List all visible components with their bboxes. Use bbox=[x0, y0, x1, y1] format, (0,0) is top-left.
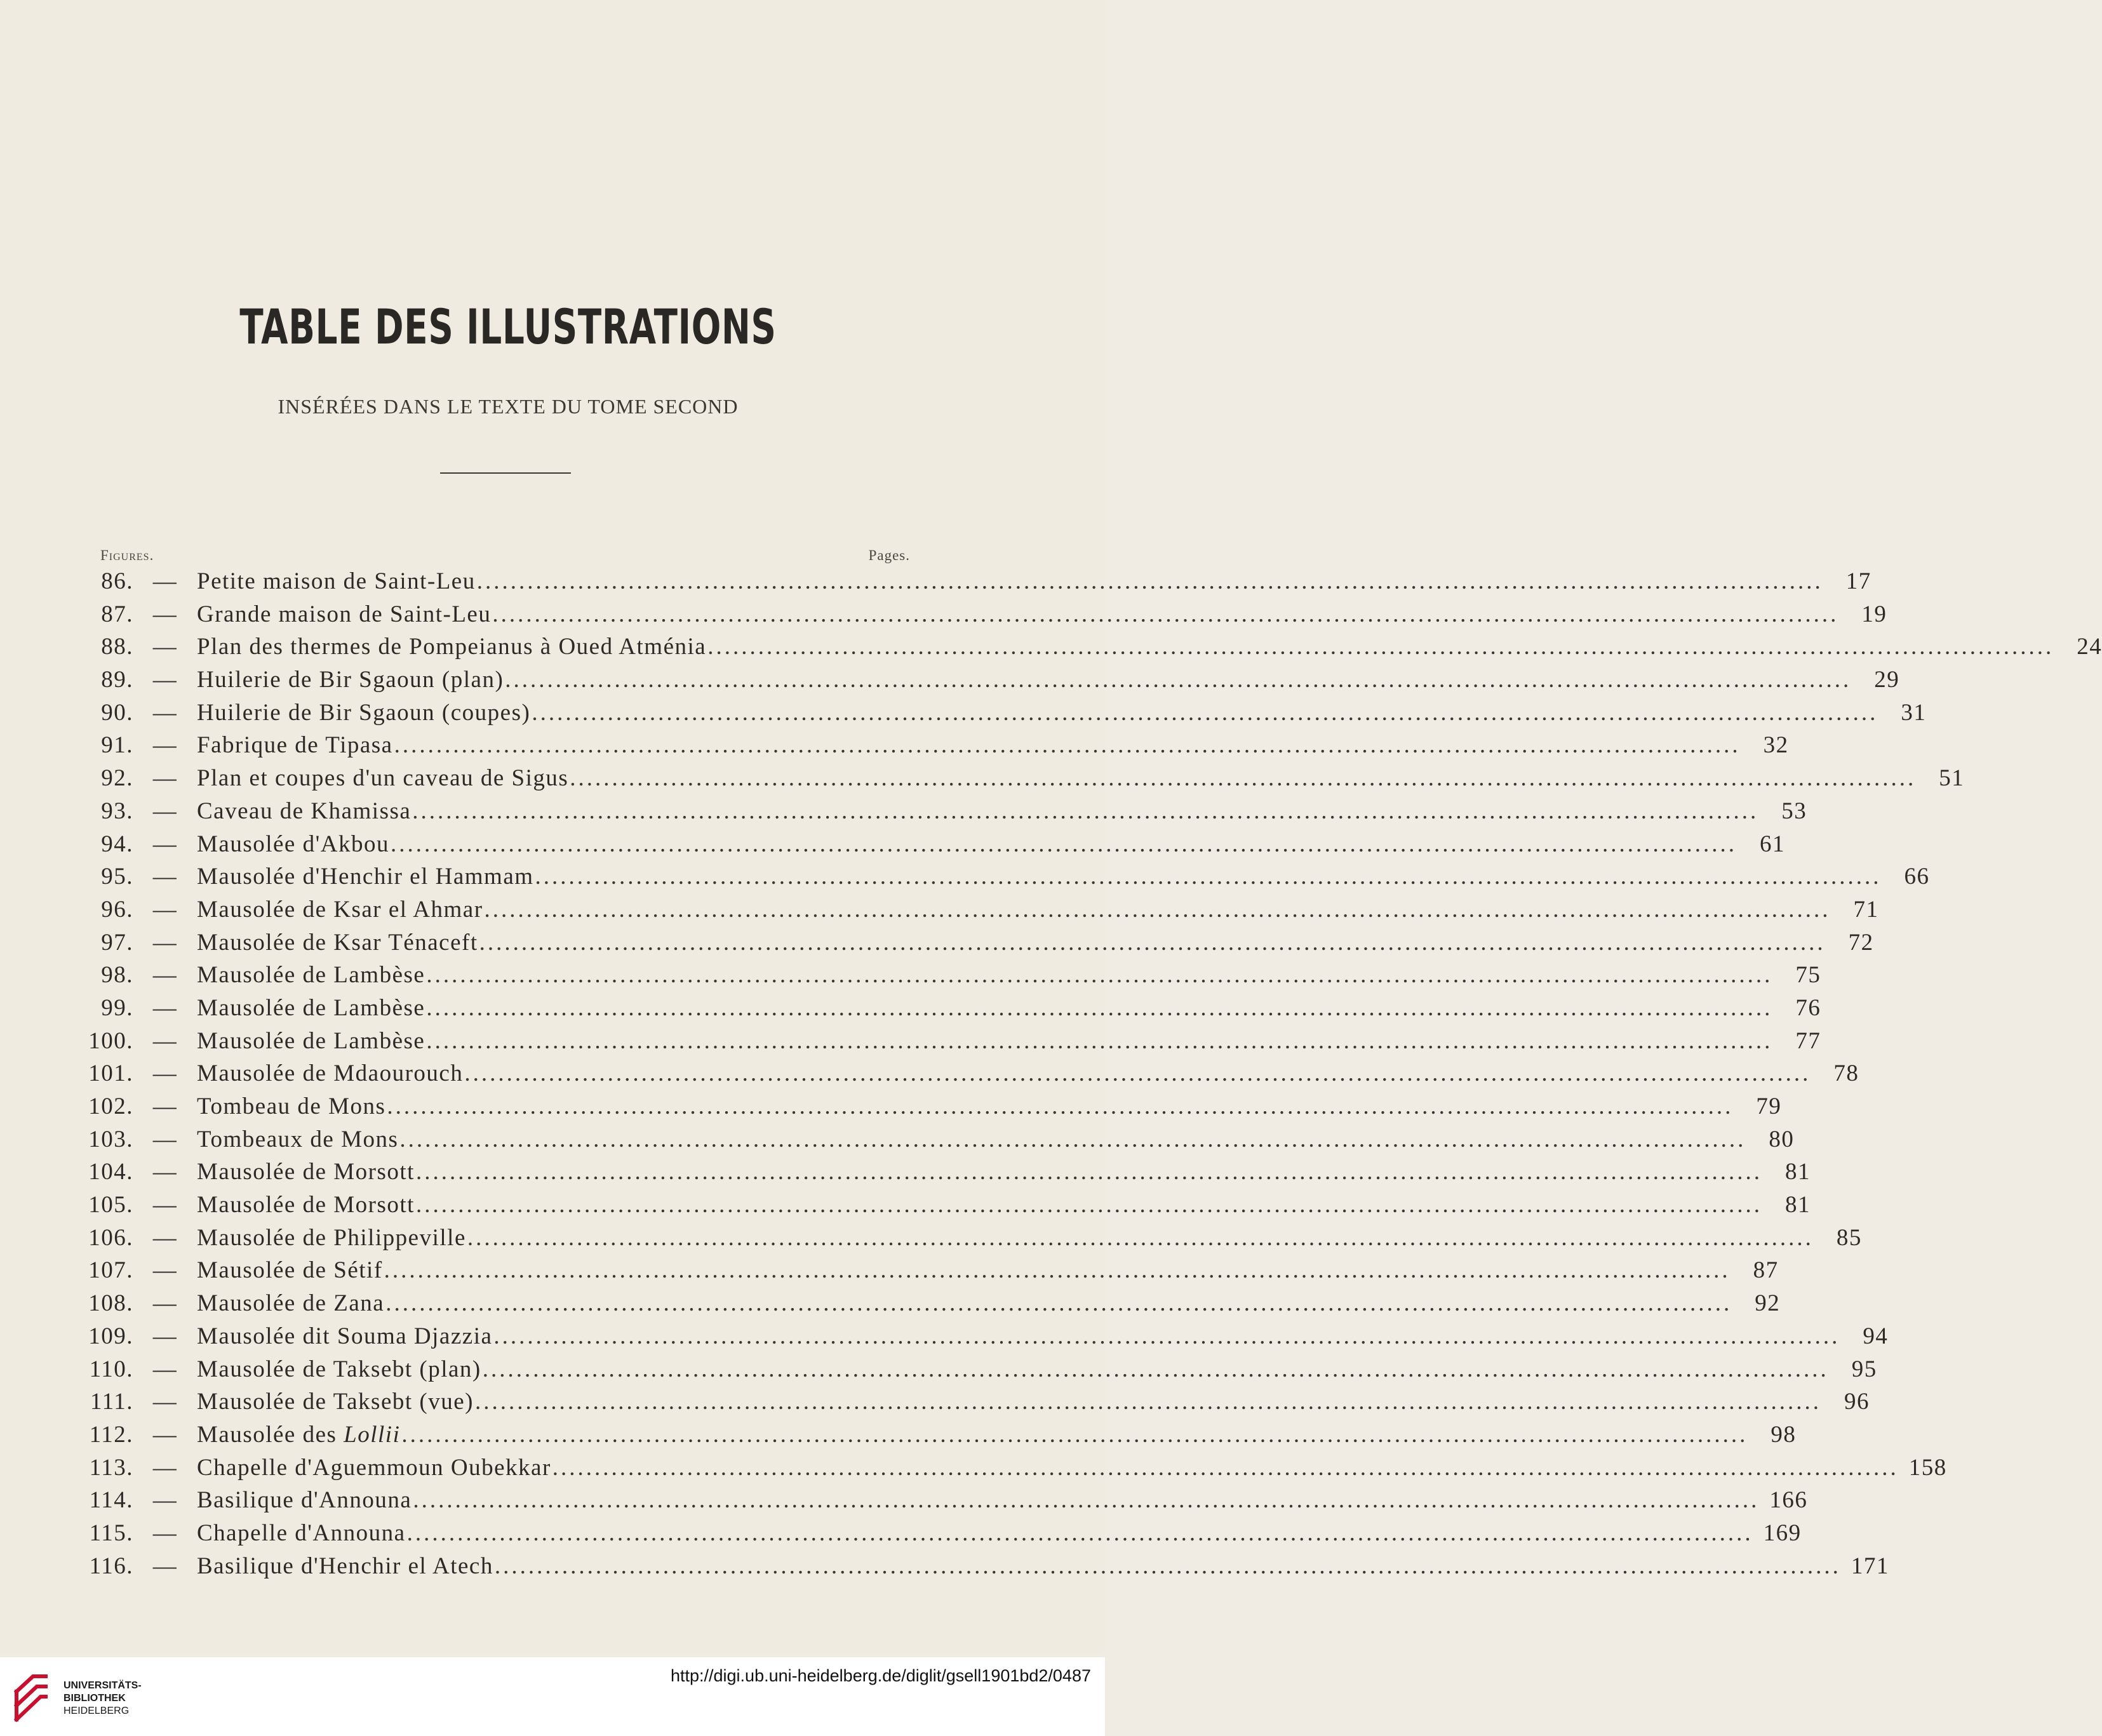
dot-leader: ................................................................................................................................................................ bbox=[415, 1192, 1762, 1219]
figure-title bbox=[197, 1224, 466, 1252]
list-item bbox=[83, 1257, 1779, 1290]
figure-title-italic: Lollii bbox=[344, 1421, 401, 1448]
dot-leader: ................................................................................................................................................................ bbox=[426, 962, 1773, 989]
figure-title-text: Petite maison de Saint-Leu bbox=[197, 568, 476, 594]
list-item bbox=[83, 1224, 1862, 1257]
figure-title bbox=[197, 765, 568, 792]
figure-title bbox=[197, 1486, 412, 1514]
figure-title-text: Mausolée d'Henchir el Hammam bbox=[197, 864, 534, 890]
em-dash: — bbox=[152, 1126, 178, 1152]
figure-title bbox=[197, 961, 425, 989]
list-item bbox=[83, 1519, 1802, 1552]
figure-title bbox=[197, 1060, 463, 1087]
library-name bbox=[64, 1679, 142, 1718]
figure-title-text: Mausolée de Lambèse bbox=[197, 994, 425, 1021]
list-item bbox=[83, 1486, 1808, 1519]
figure-title-text: Mausolée de Mdaourouch bbox=[197, 1060, 464, 1087]
list-item bbox=[83, 568, 1871, 601]
em-dash: — bbox=[152, 1159, 178, 1185]
page-number: 98 bbox=[1771, 1421, 1797, 1448]
library-line-2: BIBLIOTHEK bbox=[64, 1693, 126, 1704]
em-dash: — bbox=[152, 994, 178, 1021]
page-number: 76 bbox=[1795, 994, 1821, 1021]
em-dash: — bbox=[152, 568, 178, 594]
figure-title-text: Mausolée de Ksar el Ahmar bbox=[197, 896, 483, 923]
figure-title bbox=[197, 831, 389, 858]
figure-title bbox=[197, 633, 706, 660]
em-dash: — bbox=[152, 896, 178, 923]
em-dash: — bbox=[152, 1060, 178, 1087]
dot-leader: ................................................................................................................................................................ bbox=[426, 1027, 1773, 1054]
list-item bbox=[83, 863, 1930, 896]
dot-leader: ................................................................................................................................................................ bbox=[505, 667, 1852, 693]
dot-leader: ................................................................................................................................................................ bbox=[406, 1519, 1753, 1546]
figure-title bbox=[197, 896, 483, 923]
dot-leader: ................................................................................................................................................................ bbox=[535, 864, 1882, 890]
figure-title-text: Mausolée de Sétif bbox=[197, 1257, 383, 1284]
figure-number: 102. bbox=[88, 1093, 133, 1119]
figure-number: 86. bbox=[101, 568, 133, 594]
dot-leader: ................................................................................................................................................................ bbox=[390, 831, 1737, 857]
em-dash: — bbox=[152, 1356, 178, 1382]
figure-number: 91. bbox=[101, 732, 133, 759]
figure-title-text: Mausolée de Taksebt (vue) bbox=[197, 1389, 474, 1415]
em-dash: — bbox=[152, 1027, 178, 1054]
figure-title bbox=[197, 699, 530, 726]
dot-leader: ................................................................................................................................................................ bbox=[707, 634, 2054, 660]
figure-number: 95. bbox=[101, 864, 133, 890]
dot-leader: ................................................................................................................................................................ bbox=[494, 1552, 1841, 1579]
dot-leader: ................................................................................................................................................................ bbox=[493, 1323, 1840, 1349]
dot-leader: ................................................................................................................................................................ bbox=[401, 1421, 1748, 1448]
dot-leader: ................................................................................................................................................................ bbox=[394, 732, 1741, 759]
list-item bbox=[83, 633, 2102, 666]
page-number: 95 bbox=[1851, 1356, 1877, 1382]
em-dash: — bbox=[152, 1323, 178, 1349]
list-item bbox=[83, 798, 1807, 831]
figure-title bbox=[197, 863, 534, 890]
dot-leader: ................................................................................................................................................................ bbox=[474, 1389, 1821, 1415]
figure-title-text: Mausolée de Lambèse bbox=[197, 962, 425, 989]
dot-leader: ................................................................................................................................................................ bbox=[464, 1060, 1811, 1087]
page-number: 29 bbox=[1874, 667, 1900, 693]
em-dash: — bbox=[152, 1257, 178, 1284]
em-dash: — bbox=[152, 864, 178, 890]
figure-title-text: Tombeaux de Mons bbox=[197, 1126, 399, 1152]
list-item bbox=[83, 1158, 1811, 1191]
figure-number: 100. bbox=[88, 1027, 133, 1054]
figure-number: 109. bbox=[88, 1323, 133, 1349]
figure-title-text: Mausolée des bbox=[197, 1421, 344, 1448]
figure-title bbox=[197, 1552, 493, 1580]
figure-title-text: Mausolée d'Akbou bbox=[197, 831, 389, 857]
dot-leader: ................................................................................................................................................................ bbox=[570, 765, 1917, 792]
em-dash: — bbox=[152, 1290, 178, 1317]
figure-title bbox=[197, 1356, 481, 1383]
list-item bbox=[83, 1454, 1947, 1487]
em-dash: — bbox=[152, 1552, 178, 1579]
page-number: 166 bbox=[1769, 1487, 1808, 1514]
dot-leader: ................................................................................................................................................................ bbox=[415, 1159, 1762, 1185]
em-dash: — bbox=[152, 1389, 178, 1415]
list-item bbox=[83, 1290, 1781, 1323]
figure-title-text: Grande maison de Saint-Leu bbox=[197, 601, 492, 627]
dot-leader: ................................................................................................................................................................ bbox=[399, 1126, 1746, 1152]
figure-title bbox=[197, 1257, 383, 1284]
page-subtitle: INSÉRÉES DANS LE TEXTE DU TOME SECOND bbox=[278, 395, 739, 418]
figure-title bbox=[197, 1027, 425, 1055]
figure-title-text: Chapelle d'Announa bbox=[197, 1519, 406, 1546]
em-dash: — bbox=[152, 667, 178, 693]
figure-title bbox=[197, 1421, 400, 1448]
figure-title bbox=[197, 601, 491, 628]
column-header-pages: Pages. bbox=[868, 547, 910, 563]
list-item bbox=[83, 1356, 1877, 1389]
list-item bbox=[83, 929, 1874, 962]
list-item bbox=[83, 1552, 1889, 1586]
page-number: 51 bbox=[1939, 765, 1965, 792]
dot-leader: ................................................................................................................................................................ bbox=[552, 1454, 1899, 1481]
em-dash: — bbox=[152, 1454, 178, 1481]
figure-number: 101. bbox=[88, 1060, 133, 1087]
dot-leader: ................................................................................................................................................................ bbox=[426, 994, 1773, 1021]
figure-title-text: Fabrique de Tipasa bbox=[197, 732, 393, 759]
page-number: 81 bbox=[1784, 1192, 1811, 1219]
dot-leader: ................................................................................................................................................................ bbox=[484, 896, 1831, 923]
em-dash: — bbox=[152, 798, 178, 824]
figure-number: 115. bbox=[89, 1519, 133, 1546]
figure-number: 108. bbox=[88, 1290, 133, 1317]
dot-leader: ................................................................................................................................................................ bbox=[413, 1487, 1760, 1514]
em-dash: — bbox=[152, 699, 178, 726]
dot-leader: ................................................................................................................................................................ bbox=[532, 699, 1878, 726]
figure-title bbox=[197, 1093, 385, 1120]
dot-leader: ................................................................................................................................................................ bbox=[467, 1224, 1814, 1251]
figure-title-text: Plan des thermes de Pompeianus à Oued Atménia bbox=[197, 634, 707, 660]
page-number: 24 bbox=[2077, 634, 2102, 660]
figure-number: 89. bbox=[101, 667, 133, 693]
em-dash: — bbox=[152, 601, 178, 627]
list-item bbox=[83, 699, 1927, 732]
figure-number: 93. bbox=[101, 798, 133, 824]
figure-title-text: Mausolée de Lambèse bbox=[197, 1027, 425, 1054]
list-item bbox=[83, 601, 1887, 634]
page-number: 72 bbox=[1848, 929, 1874, 956]
page-number: 158 bbox=[1908, 1454, 1947, 1481]
figure-number: 90. bbox=[101, 699, 133, 726]
figure-number: 98. bbox=[101, 962, 133, 989]
page-number: 32 bbox=[1763, 732, 1789, 759]
library-line-3: HEIDELBERG bbox=[64, 1706, 130, 1716]
page-number: 71 bbox=[1853, 896, 1879, 923]
dot-leader: ................................................................................................................................................................ bbox=[492, 601, 1839, 627]
page-number: 96 bbox=[1844, 1389, 1870, 1415]
figure-title-text: Basilique d'Henchir el Atech bbox=[197, 1552, 493, 1579]
page-number: 75 bbox=[1795, 962, 1821, 989]
dot-leader: ................................................................................................................................................................ bbox=[482, 1356, 1829, 1382]
page-number: 19 bbox=[1861, 601, 1887, 627]
page-title: TABLE DES ILLUSTRATIONS bbox=[239, 298, 777, 355]
em-dash: — bbox=[152, 929, 178, 956]
page-number: 92 bbox=[1755, 1290, 1781, 1317]
em-dash: — bbox=[152, 634, 178, 660]
em-dash: — bbox=[152, 1192, 178, 1219]
em-dash: — bbox=[152, 765, 178, 792]
figure-title-text: Mausolée de Philippeville bbox=[197, 1224, 466, 1251]
page-number: 81 bbox=[1784, 1159, 1811, 1185]
figure-title bbox=[197, 1323, 492, 1350]
permalink-url[interactable]: http://digi.ub.uni-heidelberg.de/diglit/gsell1901bd2/0487 bbox=[670, 1666, 1091, 1685]
figure-number: 97. bbox=[101, 929, 133, 956]
library-line-1: UNIVERSITÄTS- bbox=[64, 1680, 142, 1691]
list-item bbox=[83, 731, 1789, 765]
figure-title bbox=[197, 798, 411, 825]
page-number: 53 bbox=[1781, 798, 1807, 824]
figure-title-text: Chapelle d'Aguemmoun Oubekkar bbox=[197, 1454, 551, 1481]
dot-leader: ................................................................................................................................................................ bbox=[384, 1257, 1730, 1284]
list-item bbox=[83, 1060, 1859, 1093]
dot-leader: ................................................................................................................................................................ bbox=[387, 1093, 1734, 1119]
page-number: 66 bbox=[1904, 864, 1930, 890]
list-item bbox=[83, 994, 1821, 1027]
list-item bbox=[83, 666, 1900, 699]
figure-title bbox=[197, 994, 425, 1022]
list-item bbox=[83, 1027, 1821, 1060]
page-number: 171 bbox=[1851, 1552, 1889, 1579]
figure-number: 107. bbox=[88, 1257, 133, 1284]
figure-number: 96. bbox=[101, 896, 133, 923]
figure-number: 113. bbox=[89, 1454, 133, 1481]
page-number: 169 bbox=[1763, 1519, 1802, 1546]
dot-leader: ................................................................................................................................................................ bbox=[385, 1290, 1732, 1317]
page-number: 77 bbox=[1795, 1027, 1821, 1054]
list-item bbox=[83, 831, 1785, 864]
page-number: 17 bbox=[1845, 568, 1871, 594]
figure-number: 87. bbox=[101, 601, 133, 627]
list-item bbox=[83, 1323, 1889, 1356]
em-dash: — bbox=[152, 962, 178, 989]
page-number: 31 bbox=[1901, 699, 1927, 726]
figure-number: 116. bbox=[89, 1552, 133, 1579]
figure-number: 110. bbox=[89, 1356, 133, 1382]
em-dash: — bbox=[152, 732, 178, 759]
em-dash: — bbox=[152, 1224, 178, 1251]
dot-leader: ................................................................................................................................................................ bbox=[412, 798, 1759, 824]
list-item bbox=[83, 1191, 1811, 1224]
figure-title bbox=[197, 1454, 551, 1481]
em-dash: — bbox=[152, 831, 178, 857]
figure-title bbox=[197, 929, 478, 956]
figure-number: 114. bbox=[89, 1487, 133, 1514]
figure-title-text: Tombeau de Mons bbox=[197, 1093, 386, 1119]
em-dash: — bbox=[152, 1519, 178, 1546]
dot-leader: ................................................................................................................................................................ bbox=[479, 929, 1826, 956]
list-item bbox=[83, 765, 1965, 798]
em-dash: — bbox=[152, 1093, 178, 1119]
figure-title-text: Mausolée de Taksebt (plan) bbox=[197, 1356, 481, 1382]
em-dash: — bbox=[152, 1487, 178, 1514]
figure-number: 103. bbox=[88, 1126, 133, 1152]
figure-title-text: Mausolée de Ksar Ténaceft bbox=[197, 929, 478, 956]
figure-title-text: Mausolée de Morsott bbox=[197, 1159, 415, 1185]
figure-title-text: Mausolée de Zana bbox=[197, 1290, 385, 1317]
em-dash: — bbox=[152, 1421, 178, 1448]
figure-number: 99. bbox=[101, 994, 133, 1021]
figure-title bbox=[197, 1158, 415, 1185]
title-divider bbox=[440, 472, 571, 474]
dot-leader: ................................................................................................................................................................ bbox=[476, 568, 1823, 594]
figure-number: 104. bbox=[88, 1159, 133, 1185]
figure-number: 111. bbox=[90, 1389, 133, 1415]
list-item bbox=[83, 1126, 1795, 1159]
figure-title-text: Huilerie de Bir Sgaoun (plan) bbox=[197, 667, 504, 693]
list-item bbox=[83, 1421, 1797, 1454]
page-number: 79 bbox=[1756, 1093, 1782, 1119]
list-item bbox=[83, 1388, 1870, 1421]
figure-number: 94. bbox=[101, 831, 133, 857]
figure-number: 88. bbox=[101, 634, 133, 660]
figure-title bbox=[197, 1126, 398, 1153]
figure-title bbox=[197, 1191, 415, 1219]
column-header-figures: Figures. bbox=[100, 547, 154, 563]
page-number: 85 bbox=[1836, 1224, 1862, 1251]
figure-title-text: Plan et coupes d'un caveau de Sigus bbox=[197, 765, 569, 792]
figure-title-text: Mausolée de Morsott bbox=[197, 1192, 415, 1219]
figure-number: 106. bbox=[88, 1224, 133, 1251]
list-item bbox=[83, 961, 1821, 994]
figure-title bbox=[197, 731, 393, 759]
illustrations-list bbox=[83, 568, 2102, 1585]
figure-title bbox=[197, 1388, 474, 1415]
figure-title-text: Basilique d'Announa bbox=[197, 1487, 412, 1514]
list-item bbox=[83, 896, 1879, 929]
figure-number: 105. bbox=[88, 1192, 133, 1219]
figure-number: 112. bbox=[89, 1421, 133, 1448]
list-item bbox=[83, 1093, 1782, 1126]
ub-heidelberg-logo-icon bbox=[11, 1673, 51, 1723]
page-number: 61 bbox=[1759, 831, 1785, 857]
page-number: 78 bbox=[1833, 1060, 1859, 1087]
figure-number: 92. bbox=[101, 765, 133, 792]
page-number: 94 bbox=[1863, 1323, 1889, 1349]
figure-title bbox=[197, 1519, 406, 1547]
figure-title-text: Huilerie de Bir Sgaoun (coupes) bbox=[197, 699, 531, 726]
page-number: 80 bbox=[1769, 1126, 1795, 1152]
page-number: 87 bbox=[1753, 1257, 1779, 1284]
figure-title bbox=[197, 666, 504, 693]
figure-title-text: Mausolée dit Souma Djazzia bbox=[197, 1323, 493, 1349]
figure-title bbox=[197, 568, 476, 595]
figure-title-text: Caveau de Khamissa bbox=[197, 798, 412, 824]
figure-title bbox=[197, 1290, 384, 1317]
